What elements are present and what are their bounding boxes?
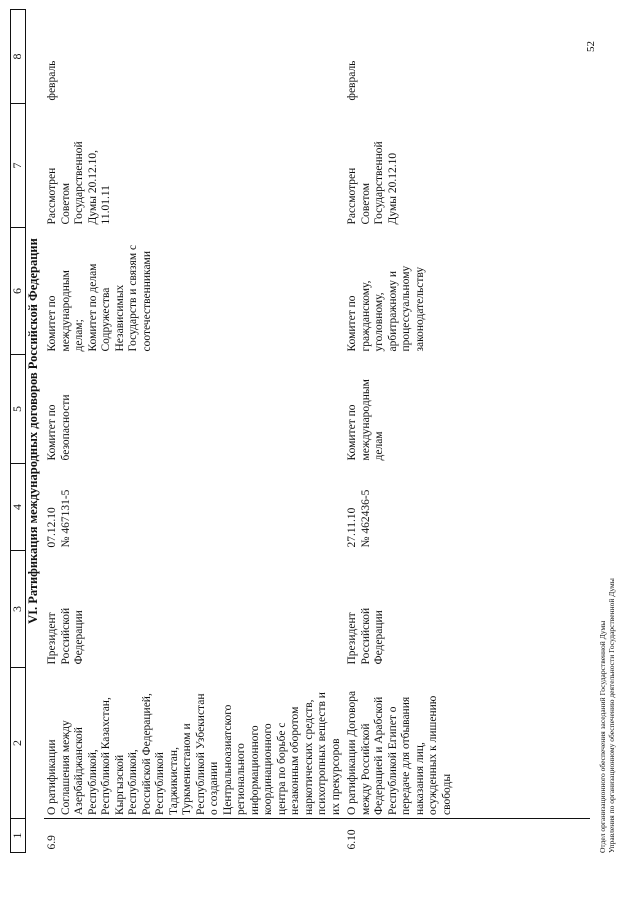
table-row bbox=[44, 10, 344, 853]
bill-author: Президент Российской Федерации bbox=[46, 607, 85, 665]
bill-status: Рассмотрен Советом Государственной Думы 20.12.10, 11.01.11 bbox=[46, 141, 112, 225]
column-number: 2 bbox=[11, 668, 26, 819]
bill-author: Президент Российской Федерации bbox=[346, 607, 385, 665]
table-row bbox=[344, 10, 590, 853]
footer-line: Управления по организационному обеспечению деятельности Государственной Думы bbox=[607, 578, 616, 853]
column-number: 6 bbox=[11, 228, 26, 355]
bill-status: Рассмотрен Советом Государственной Думы 20.12.10 bbox=[346, 141, 399, 225]
footer-note bbox=[598, 578, 616, 853]
column-number: 7 bbox=[11, 104, 26, 228]
bill-title: О ратификации Договора между Российской Федерацией и Арабской Республикой Египет о передаче для отбывания наказания лиц, осужденных к лишению свободы bbox=[344, 668, 590, 819]
responsible-committee: Комитет по международным делам bbox=[346, 379, 385, 461]
responsible-committee: Комитет по безопасности bbox=[46, 394, 72, 461]
bill-date-number: 07.12.10 № 467131-5 bbox=[46, 489, 72, 548]
column-number: 1 bbox=[11, 819, 26, 853]
bills-table bbox=[10, 9, 590, 853]
bill-title: О ратификации Соглашения между Азербайджанской Республикой, Республикой Казахстан, Кыргызской Республикой, Российской Федерацией, Республикой Таджикистан, Туркменистаном и Республикой Узбекистан о создании Центральноазиатского регионального информационного координационного центра по борьбе с незаконным оборотом наркотических средств, психотропных веществ и их прекурсоров bbox=[44, 668, 344, 819]
column-number: 4 bbox=[11, 464, 26, 551]
row-number: 6.9 bbox=[46, 835, 58, 850]
planned-month: февраль bbox=[346, 60, 358, 101]
column-number: 8 bbox=[11, 10, 26, 104]
column-number: 5 bbox=[11, 355, 26, 464]
section-heading-row bbox=[26, 10, 45, 853]
co-executor-committees: Комитет по международным делам; Комитет по делам Содружества Независимых Государств и связям с соотечественниками bbox=[46, 244, 153, 352]
bill-date-number: 27.11.10 № 462436-5 bbox=[346, 489, 372, 548]
planned-month: февраль bbox=[46, 60, 58, 101]
column-numbers-row bbox=[11, 10, 26, 853]
row-number: 6.10 bbox=[346, 829, 358, 850]
footer-line: Отдел организационного обеспечения заседаний Государственной Думы bbox=[598, 620, 607, 853]
column-number: 3 bbox=[11, 551, 26, 668]
co-executor-committees: Комитет по гражданскому, уголовному, арбитражному и процессуальному законодательству bbox=[346, 265, 426, 352]
section-title: VI. Ратификация международных договоров Российской Федерации bbox=[26, 238, 40, 624]
page-number: 52 bbox=[585, 41, 597, 52]
